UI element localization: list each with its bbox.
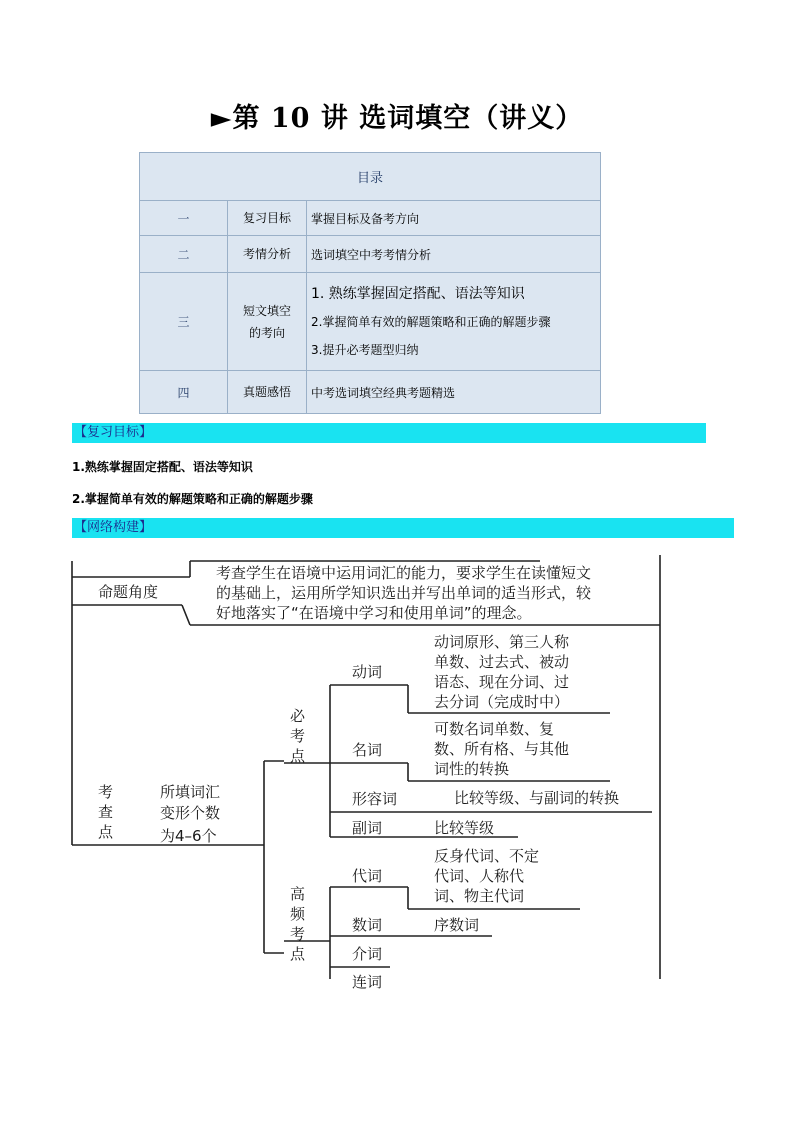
toc-desc-line: 2.掌握简单有效的解题策略和正确的解题步骤 [311, 314, 551, 329]
freq-item-detail: 序数词 [434, 916, 480, 934]
page-title: ►第 10 讲 选词填空（讲义） [210, 103, 584, 134]
must-item-detail: 动词原形、第三人称 [434, 633, 570, 651]
network-heading: 【网络构建】 [72, 518, 734, 538]
toc-header-row [140, 153, 601, 201]
toc-num: 三 [140, 273, 228, 371]
toc-desc-line: 3.提升必考题型归纳 [311, 342, 419, 357]
freq-item-detail: 反身代词、不定 [434, 847, 540, 865]
must-item-name: 动词 [352, 663, 383, 681]
tree-text [98, 564, 619, 991]
toc-desc: 选词填空中考考情分析 [307, 236, 601, 273]
toc-label-text: 短文填空的考向 [242, 303, 291, 340]
count-text-line: 变形个数 [160, 804, 221, 822]
toc-row [140, 201, 601, 236]
freq-item-name: 介词 [352, 945, 383, 963]
toc-desc [307, 273, 601, 371]
toc-row [140, 273, 601, 371]
freq-label: 频 [290, 905, 306, 923]
must-item-name: 副词 [352, 819, 383, 837]
review-item: 1.熟练掌握固定搭配、语法等知识 [72, 460, 253, 474]
must-item-detail: 去分词（完成时中） [434, 693, 570, 711]
freq-item-name: 数词 [352, 916, 383, 934]
toc-header: 目录 [140, 153, 601, 201]
review-item: 2.掌握简单有效的解题策略和正确的解题步骤 [72, 492, 313, 506]
exam-point-label: 考 [98, 783, 114, 801]
freq-item-name: 连词 [352, 973, 383, 991]
must-item-detail: 数、所有格、与其他 [434, 740, 570, 758]
toc-row [140, 371, 601, 414]
count-text-line: 为4–6个 [160, 827, 217, 845]
freq-item-detail: 代词、人称代 [434, 867, 525, 885]
must-item-name: 名词 [352, 741, 383, 759]
knowledge-tree-diagram [72, 547, 664, 991]
exam-point-label: 查 [98, 803, 114, 821]
topic-text-line: 好地落实了“在语境中学习和使用单词”的理念。 [216, 604, 532, 622]
must-item-detail: 词性的转换 [434, 760, 510, 778]
freq-label: 点 [290, 945, 306, 963]
toc-label [228, 273, 307, 371]
must-label: 点 [290, 747, 306, 765]
must-item-detail: 比较等级 [434, 819, 495, 837]
toc-num: 四 [140, 371, 228, 414]
must-item-detail: 比较等级、与副词的转换 [454, 789, 620, 807]
topic-label: 命题角度 [98, 583, 159, 601]
count-text-line: 所填词汇 [160, 783, 221, 801]
toc-row [140, 236, 601, 273]
toc-desc-line: 1. 熟练掌握固定搭配、语法等知识 [311, 285, 525, 302]
toc-label: 考情分析 [228, 236, 307, 273]
toc-label: 复习目标 [228, 201, 307, 236]
must-label: 考 [290, 727, 306, 745]
topic-text-line: 的基础上，运用所学知识选出并写出单词的适当形式，较 [216, 584, 592, 602]
must-item-name: 形容词 [352, 790, 398, 808]
toc-desc: 中考选词填空经典考题精选 [307, 371, 601, 414]
must-item-detail: 可数名词单数、复 [434, 720, 555, 738]
must-label: 必 [290, 707, 306, 725]
must-item-detail: 语态、现在分词、过 [434, 673, 570, 691]
toc-num: 一 [140, 201, 228, 236]
freq-item-detail: 词、物主代词 [434, 887, 525, 905]
exam-point-label: 点 [98, 823, 114, 841]
freq-label: 考 [290, 925, 306, 943]
toc-num: 二 [140, 236, 228, 273]
freq-label: 高 [290, 885, 306, 903]
must-item-detail: 单数、过去式、被动 [434, 653, 570, 671]
toc-desc: 掌握目标及备考方向 [307, 201, 601, 236]
topic-text-line: 考查学生在语境中运用词汇的能力，要求学生在读懂短文 [216, 564, 592, 582]
toc-table [139, 152, 601, 414]
freq-item-name: 代词 [352, 867, 383, 885]
toc-label: 真题感悟 [228, 371, 307, 414]
review-goals-heading: 【复习目标】 [72, 423, 706, 443]
